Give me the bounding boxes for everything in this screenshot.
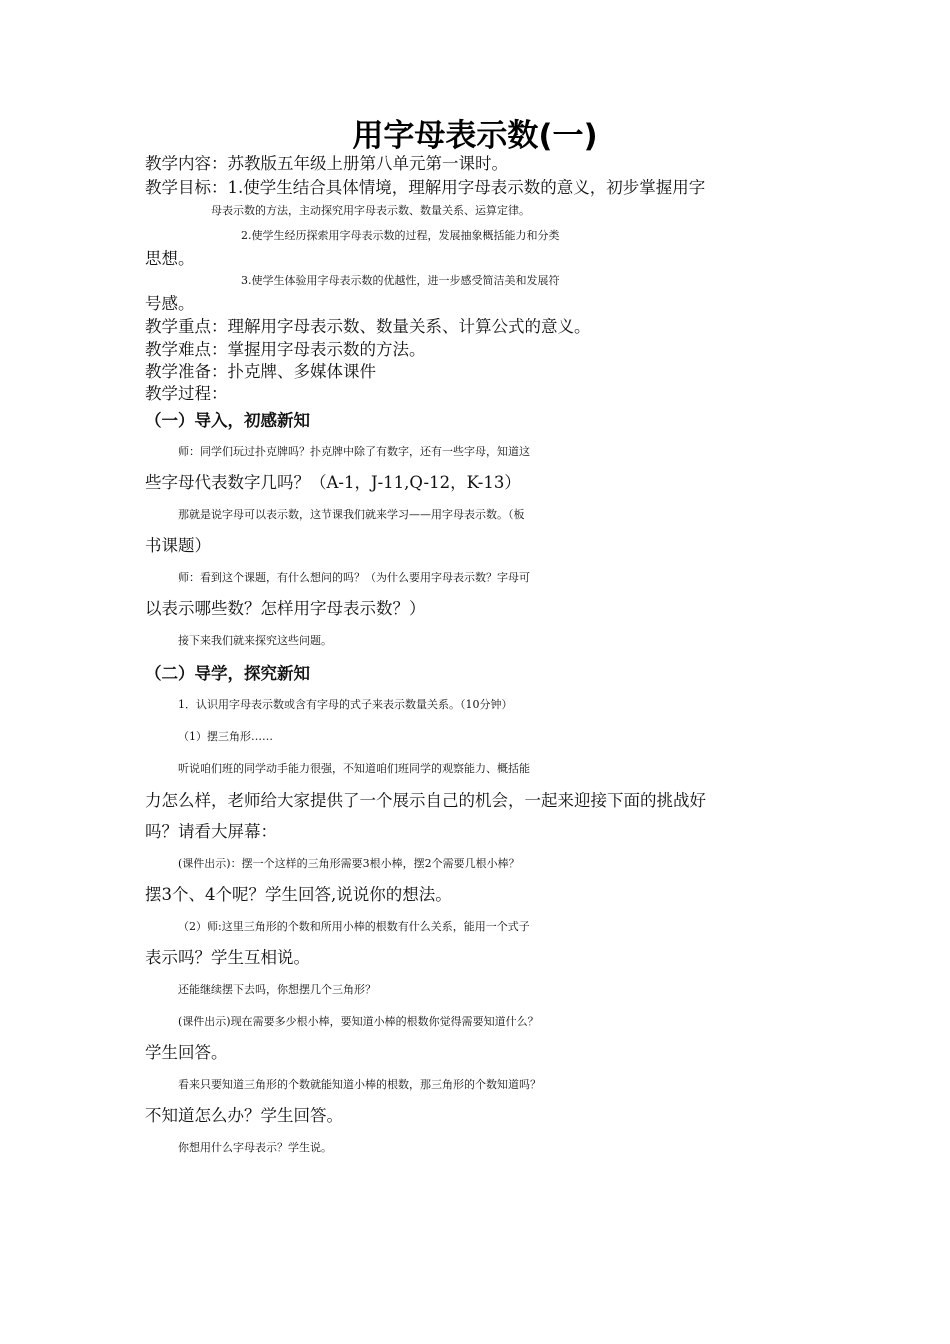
paragraph-line: （1）摆三角形…… (178, 730, 273, 743)
paragraph-line: 看来只要知道三角形的个数就能知道小棒的根数，那三角形的个数知道吗？ (178, 1078, 541, 1091)
section-heading: （二）导学，探究新知 (145, 664, 310, 683)
paragraph-line: 师：同学们玩过扑克牌吗？扑克牌中除了有数字，还有一些字母，知道这 (178, 445, 530, 458)
paragraph-line: 力怎么样，老师给大家提供了一个展示自己的机会，一起来迎接下面的挑战好 (145, 791, 706, 810)
process-line: 教学过程： (145, 384, 228, 403)
teaching-goals-line: 3.使学生体验用字母表示数的优越性，进一步感受简洁美和发展符 (241, 274, 560, 287)
teaching-goals-line: 2.使学生经历探索用字母表示数的过程，发展抽象概括能力和分类 (241, 229, 560, 242)
paragraph-line: (课件出示)：摆一个这样的三角形需要3根小棒，摆2个需要几根小棒？ (178, 857, 520, 870)
paragraph-line: 不知道怎么办？学生回答。 (145, 1106, 343, 1125)
paragraph-line: 听说咱们班的同学动手能力很强，不知道咱们班同学的观察能力、概括能 (178, 762, 530, 775)
paragraph-line: 表示吗？学生互相说。 (145, 948, 310, 967)
paragraph-line: 吗？请看大屏幕： (145, 822, 277, 841)
paragraph-line: 接下来我们就来探究这些问题。 (178, 634, 332, 647)
teaching-goals-line: 母表示数的方法，主动探究用字母表示数、数量关系、运算定律。 (211, 204, 530, 217)
paragraph-line: 学生回答。 (145, 1043, 228, 1062)
teaching-goals-line: 号感。 (145, 294, 195, 313)
paragraph-line: （2）师:这里三角形的个数和所用小棒的根数有什么关系，能用一个式子 (178, 920, 530, 933)
paragraph-line: (课件出示)现在需要多少根小棒，要知道小棒的根数你觉得需要知道什么？ (178, 1015, 539, 1028)
document-title: 用字母表示数(一) (352, 118, 598, 154)
paragraph-line: 些字母代表数字几吗？（A-1，J-11,Q-12，K-13） (145, 473, 521, 492)
paragraph-line: 还能继续摆下去吗，你想摆几个三角形？ (178, 983, 376, 996)
paragraph-line: 师：看到这个课题，有什么想问的吗？（为什么要用字母表示数？字母可 (178, 571, 530, 584)
paragraph-line: 那就是说字母可以表示数，这节课我们就来学习——用字母表示数。（板 (178, 508, 525, 521)
key-points-line: 教学重点：理解用字母表示数、数量关系、计算公式的意义。 (145, 317, 591, 336)
paragraph-line: 你想用什么字母表示？学生说。 (178, 1141, 332, 1154)
difficulties-line: 教学难点：掌握用字母表示数的方法。 (145, 340, 426, 359)
teaching-goals-line: 思想。 (145, 249, 195, 268)
paragraph-line: 1．认识用字母表示数或含有字母的式子来表示数量关系。（10分钟） (178, 698, 513, 711)
paragraph-line: 摆3个、4个呢？学生回答,说说你的想法。 (145, 885, 452, 904)
teaching-content-line: 教学内容：苏教版五年级上册第八单元第一课时。 (145, 154, 508, 173)
teaching-goals-line: 教学目标：1.使学生结合具体情境，理解用字母表示数的意义，初步掌握用字 (145, 178, 706, 197)
preparation-line: 教学准备：扑克牌、多媒体课件 (145, 362, 376, 381)
paragraph-line: 书课题） (145, 536, 211, 555)
paragraph-line: 以表示哪些数？怎样用字母表示数？） (145, 599, 426, 618)
section-heading: （一）导入，初感新知 (145, 411, 310, 430)
